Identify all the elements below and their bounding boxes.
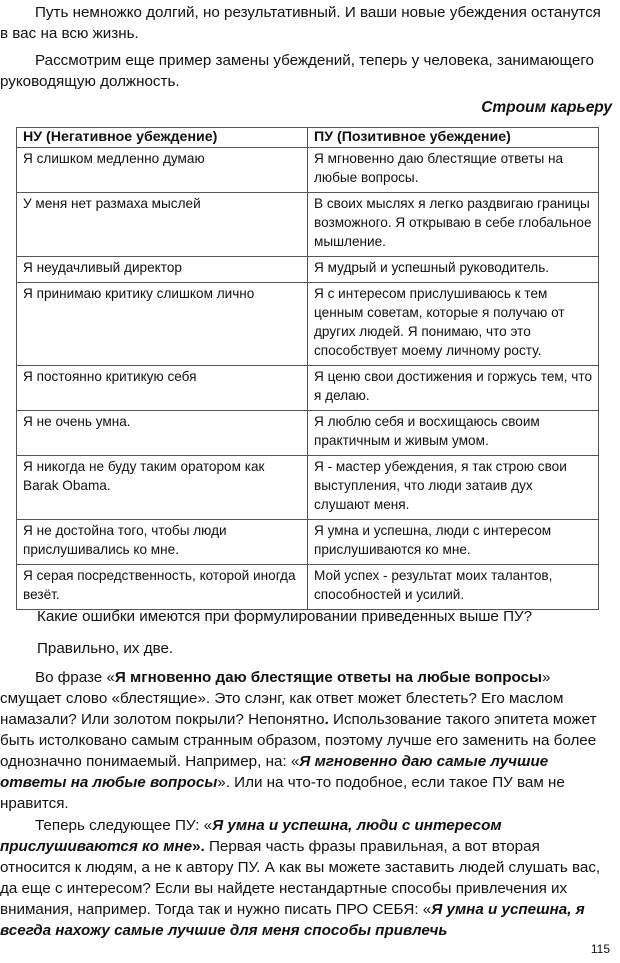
question-paragraph: Какие ошибки имеются при формулировании приведенных выше ПУ?	[37, 608, 533, 625]
text-run: ».	[192, 838, 205, 855]
text-run: ». Или на что-то подобное, если такое ПУ вам не нравится.	[0, 774, 565, 812]
negative-belief-cell: Я серая посредственность, которой иногда везёт.	[17, 565, 308, 610]
positive-belief-cell: Я люблю себя и восхищаюсь своим практичным и живым умом.	[308, 411, 599, 456]
table-row	[17, 411, 599, 456]
quoted-belief: Я мгновенно даю блестящие ответы на любые вопросы	[114, 669, 543, 686]
negative-belief-cell: Я постоянно критикую себя	[17, 366, 308, 411]
table-row	[17, 366, 599, 411]
positive-belief-cell: Мой успех - результат моих талантов, способностей и усилий.	[308, 565, 599, 610]
negative-belief-cell: Я неудачливый директор	[17, 257, 308, 283]
suggested-belief: Я умна и успешна, я всегда нахожу самые лучшие для меня способы привлечь	[0, 901, 585, 939]
negative-belief-cell: У меня нет размаха мыслей	[17, 193, 308, 257]
positive-belief-cell: Я мудрый и успешный руководитель.	[308, 257, 599, 283]
table-row	[17, 148, 599, 193]
text-run: .	[324, 711, 329, 728]
positive-belief-cell: Я ценю свои достижения и горжусь тем, что я делаю.	[308, 366, 599, 411]
text-run: » смущает слово «блестящие». Это слэнг, как ответ может блестеть? Его маслом намазали? Или золотом покрыли? Непонятно	[0, 669, 564, 728]
section-heading: Строим карьеру	[481, 99, 612, 116]
table-row	[17, 193, 599, 257]
table-row	[17, 520, 599, 565]
analysis-paragraph-1	[0, 667, 612, 814]
negative-belief-cell: Я слишком медленно думаю	[17, 148, 308, 193]
header-positive-belief: ПУ (Позитивное убеждение)	[308, 128, 599, 148]
table-row	[17, 456, 599, 520]
answer-paragraph: Правильно, их две.	[37, 640, 174, 657]
header-negative-belief: НУ (Негативное убеждение)	[17, 128, 308, 148]
negative-belief-cell: Я принимаю критику слишком лично	[17, 283, 308, 366]
positive-belief-cell: Я - мастер убеждения, я так строю свои выступления, что люди затаив дух слушают меня.	[308, 456, 599, 520]
negative-belief-cell: Я никогда не буду таким оратором как Barak Obama.	[17, 456, 308, 520]
page-number: 115	[590, 942, 610, 956]
text-run: Во фразе «	[35, 669, 115, 686]
quoted-belief: Я умна и успешна, люди с интересом прислушиваются ко мне	[0, 817, 502, 855]
positive-belief-cell: Я умна и успешна, люди с интересом прислушиваются ко мне.	[308, 520, 599, 565]
table-row	[17, 257, 599, 283]
suggested-belief: Я мгновенно даю самые лучшие ответы на любые вопросы	[0, 753, 549, 791]
beliefs-table	[16, 127, 599, 610]
text-run: Теперь следующее ПУ: «	[35, 817, 213, 834]
text-run: Первая часть фразы правильная, а вот вторая относится к людям, а не к автору ПУ. А как вы можете заставить людей слушать вас, да еще с интересом? Если вы найдете нестандартные способы привлечения их внимания, например. Тогда так и нужно писать ПРО СЕБЯ: «	[0, 838, 601, 918]
table-row	[17, 283, 599, 366]
table-header-row	[17, 128, 599, 148]
negative-belief-cell: Я не достойна того, чтобы люди прислушивались ко мне.	[17, 520, 308, 565]
intro-paragraph-2: Рассмотрим еще пример замены убеждений, теперь у человека, занимающего руководящую должность.	[0, 52, 594, 90]
positive-belief-cell: Я с интересом прислушиваюсь к тем ценным советам, которые я получаю от других людей. Я понимаю, что это способствует моему личному росту.	[308, 283, 599, 366]
positive-belief-cell: В своих мыслях я легко раздвигаю границы возможного. Я открываю в себе глобальное мышление.	[308, 193, 599, 257]
negative-belief-cell: Я не очень умна.	[17, 411, 308, 456]
table-row	[17, 565, 599, 610]
analysis-paragraph-2	[0, 815, 612, 941]
positive-belief-cell: Я мгновенно даю блестящие ответы на любые вопросы.	[308, 148, 599, 193]
intro-paragraph-1: Путь немножко долгий, но результативный. И ваши новые убеждения останутся в вас на всю жизнь.	[0, 4, 601, 42]
text-run: Использование такого эпитета может быть истолковано самым странным образом, поэтому лучше его заменить на более однозначно понимаемый. Например, на: «	[0, 711, 597, 770]
